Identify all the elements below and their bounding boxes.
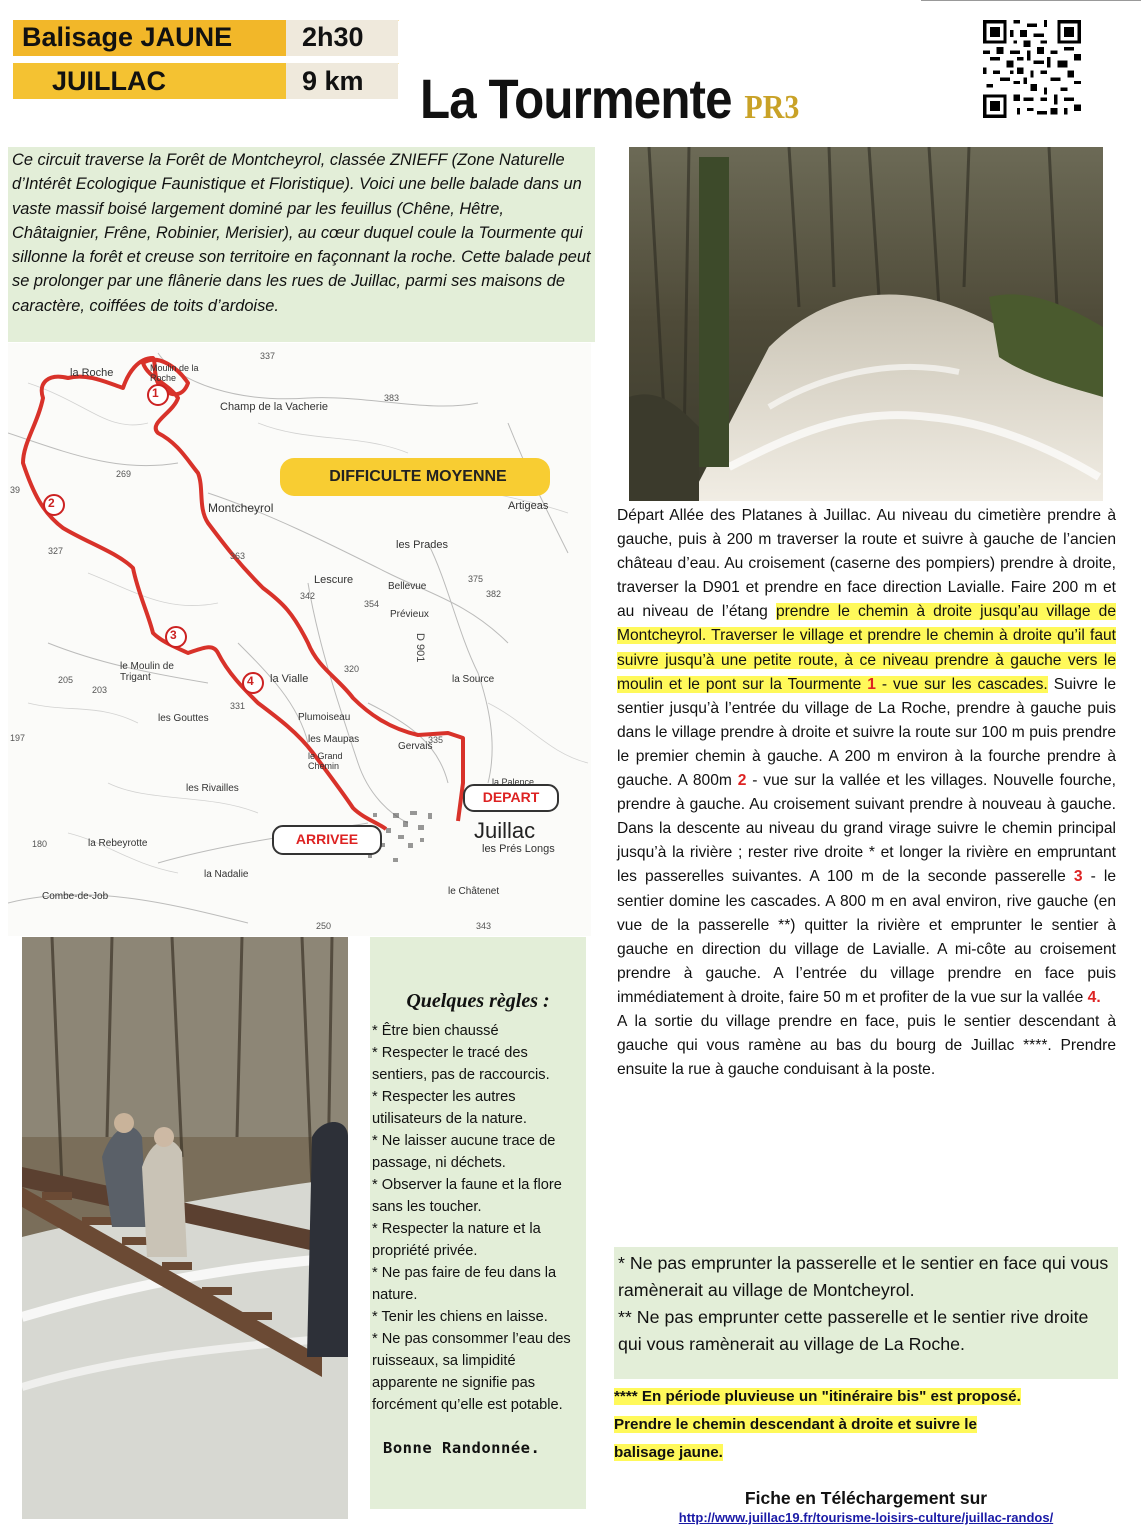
bis-line-3: balisage jaune. [614,1444,723,1461]
note-2: ** Ne pas emprunter cette passerelle et le sentier rive droite qui vous ramènerait au village de La Roche. [618,1307,1089,1354]
itineraire-bis [614,1383,1104,1467]
elevation-label: 331 [230,701,246,711]
balisage-label: Balisage JAUNE [22,22,233,52]
rules-list [372,1020,582,1416]
page-edge-marks [921,0,1141,7]
place-label: les Maupas [308,734,360,745]
place-label: les Gouttes [158,713,209,724]
route-description [617,504,1116,1082]
rules-panel [370,937,586,1509]
distance-label: 9 km [302,66,364,96]
marker-2: 2 [48,496,55,510]
elevation-label: 382 [486,589,502,599]
place-label: les Prades [396,539,448,551]
trail-code: PR3 [744,89,800,126]
download-title: Fiche en Téléchargement sur [744,1488,988,1508]
closing-text: Bonne Randonnée. [383,1439,541,1457]
download-link[interactable]: http://www.juillac19.fr/tourisme-loisirs-culture/juillac-randos/ [678,1510,1054,1525]
town-label: JUILLAC [52,66,166,96]
rule-item: * Ne laisser aucune trace de passage, ni déchets. [372,1133,556,1171]
title-text: La Tourmente [420,67,732,130]
place-label: Combe-de-Job [42,891,109,902]
rule-item: * Respecter les autres utilisateurs de la nature. [372,1089,527,1127]
desc-part: - le sentier domine les cascades. A 800 m en aval environ, rive gauche (en vue de la passerelle **) quitter la rivière et emprunter le sentier à gauche en direction du village de Lavialle. A mi-côte au croisement prendre à gauche. A l’entrée du village prendre en face puis immédiatement à droite, faire 50 m et profiter de la vue sur la vallée [617,868,1117,1006]
elevation-label: 250 [316,921,332,931]
elevation-label: 269 [116,469,132,479]
rule-item: * Respecter la nature et la propriété privée. [372,1221,541,1259]
rule-item: * Être bien chaussé [372,1023,499,1039]
step-marker-2: 2 [737,772,747,790]
place-label: Plumoiseau [298,712,351,723]
river-cascade-photo [629,147,1103,501]
step-marker-1: 1 [867,675,876,693]
page-title [420,66,799,131]
desc-part: Départ Allée des Platanes à Juillac. Au niveau du cimetière prendre à gauche, puis à 200 m traverser la route et suivre à gauche de l’ancien château d’eau. Au croisement (caserne des pompiers) prendre à droite, traverser la D901 et prendre en face direction Lavialle. Faire 200 m et au niveau de l’étang [617,507,1116,621]
elevation-label: 363 [230,551,246,561]
place-label: Prévieux [390,609,429,620]
road-label: D 901 [414,633,426,663]
place-label: le Châtenet [448,886,500,897]
place-label: le Moulin de Trigant [120,661,174,683]
place-label: les Rivailles [186,783,239,794]
rules-title: Quelques règles : [406,990,550,1012]
desc-part: - vue sur la vallée et les villages. Nouvelle fourche, prendre à gauche. Au croisement suivant prendre à nouveau à gauche. Dans la descente au niveau du grand virage suivre le chemin principal jusqu’à la rivière ; rester rive droite * et longer la rivière en empruntant les passerelles suivantes. A 100 m de la seconde passerelle [617,772,1117,886]
place-label: la Roche [70,367,114,379]
elevation-label: 383 [384,393,400,403]
place-label: Juillac [474,818,536,843]
desc-highlight: - vue sur les cascades. [875,675,1048,693]
rule-item: * Tenir les chiens en laisse. [372,1309,548,1325]
marker-4: 4 [247,674,254,688]
place-label: la Palence [492,777,535,787]
bis-line-1: **** En période pluvieuse un "itinéraire bis" est proposé. [614,1388,1021,1405]
elevation-label: 205 [58,675,74,685]
step-marker-3: 3 [1073,868,1083,886]
elevation-label: 320 [344,664,360,674]
marker-1: 1 [152,386,159,400]
place-label: le Grand Chemin [308,751,343,771]
bis-line-2: Prendre le chemin descendant à droite et suivre le [614,1416,977,1433]
elevation-label: 197 [10,733,26,743]
place-label: les Prés Longs [482,843,555,855]
elevation-label: 203 [92,685,108,695]
elevation-label: 342 [300,591,316,601]
place-label: Lescure [314,574,354,586]
elevation-label: 375 [468,574,484,584]
place-label: la Rebeyrotte [88,838,148,849]
step-marker-4: 4. [1087,988,1101,1006]
place-label: la Nadalie [204,869,249,880]
marker-3: 3 [170,628,177,642]
elevation-label: 354 [364,599,380,609]
rule-item: * Ne pas consommer l’eau des ruisseaux, sa limpidité apparente ne signifie pas forcément qu’elle est potable. [372,1331,571,1413]
elevation-label: 343 [476,921,492,931]
qr-code-icon [983,20,1081,118]
elevation-label: 335 [428,735,444,745]
desc-highlight: prendre le chemin à droite jusqu’au village de Montcheyrol. Traverser le village et prendre le chemin à droite qu’il faut suivre jusqu’à une petite route, à ce niveau prendre à gauche vers le moulin et le pont sur la Tourmente [617,603,1116,693]
rule-item: * Respecter le tracé des sentiers, pas de raccourcis. [372,1045,550,1083]
depart-label: DEPART [482,789,540,805]
rule-item: * Ne pas faire de feu dans la nature. [372,1265,557,1303]
place-label: Champ de la Vacherie [220,401,329,413]
trail-map [8,343,591,936]
difficulty-label: DIFFICULTE MOYENNE [329,468,507,485]
place-label: Gervais [398,741,433,752]
desc-paragraph-2: A la sortie du village prendre en face, puis le sentier descendant à gauche qui vous ramène au bas du bourg de Juillac ****. Prendre ensuite la rue à gauche conduisant à la poste. [617,1012,1116,1079]
elevation-label: 39 [10,485,21,495]
place-label: Bellevue [388,581,427,592]
hikers-footbridge-photo [22,937,348,1519]
notes-panel [614,1247,1118,1379]
place-label: la Vialle [270,673,309,685]
place-label: Moulin de la Roche [150,363,199,383]
elevation-label: 180 [32,839,48,849]
desc-part: Suivre le sentier jusqu’à l’entrée du village de La Roche, prendre à gauche puis dans le village prendre à droite et suivre la route sur 100 m puis prendre le premier chemin à gauche. A 200 m environ à la fourche prendre à gauche. A 800m [617,675,1116,790]
note-1: * Ne pas emprunter la passerelle et le sentier en face qui vous ramènerait au village de Montcheyrol. [618,1253,1109,1300]
rule-item: * Observer la faune et la flore sans les toucher. [372,1177,562,1215]
duration-label: 2h30 [302,22,364,52]
place-label: Artigeas [508,500,549,512]
elevation-label: 327 [48,546,64,556]
place-label: la Source [452,674,495,685]
route-line [23,358,463,829]
elevation-label: 337 [260,351,276,361]
intro-text: Ce circuit traverse la Forêt de Montcheyrol, classée ZNIEFF (Zone Naturelle d’Intérêt Ecologique Faunistique et Floristique). Voici une belle balade dans un vaste massif boisé largement dominé par les feuillus (Chêne, Hêtre, Châtaignier, Frêne, Robinier, Merisier), au cœur duquel coule la Tourmente qui sillonne la forêt et creuse son territoire en façonnant la roche. Cette balade peut se prolonger par une flânerie dans les rues de Juillac, parmi ses maisons de caractère, coiffées de toits d’ardoise. [8,147,595,342]
arrivee-label: ARRIVEE [295,831,359,847]
place-label: Montcheyrol [208,501,274,515]
